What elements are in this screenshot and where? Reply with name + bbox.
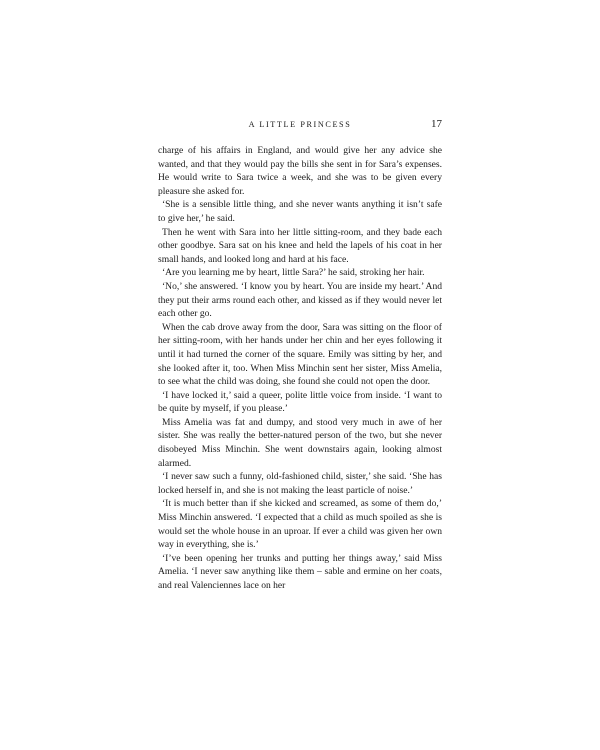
body-text: [158, 144, 442, 593]
paragraph-1: charge of his affairs in England, and would give her any advice she wanted, and that they would pay the bills she sent in for Sara’s expenses. He would write to Sara twice a week, and she was to be given every pleasure she asked for.: [158, 145, 442, 197]
book-page: [158, 120, 442, 593]
page-number: 17: [431, 118, 442, 130]
running-title: A LITTLE PRINCESS: [248, 120, 352, 129]
paragraph-7: ‘I have locked it,’ said a queer, polite little voice from inside. ‘I want to be quite by myself, if you please.’: [158, 389, 442, 415]
paragraph-3: Then he went with Sara into her little sitting-room, and they bade each other goodbye. Sara sat on his knee and held the lapels of his coat in her small hands, and looked long and hard at his face.: [158, 226, 442, 265]
paragraph-10: ‘It is much better than if she kicked and screamed, as some of them do,’ Miss Minchin answered. ‘I expected that a child as much spoiled as she is would set the whole house in an uproar. If ever a child was given her own way in everything, she is.’: [158, 498, 442, 551]
paragraph-5: ‘No,’ she answered. ‘I know you by heart. You are inside my heart.’ And they put their arms round each other, and kissed as if they would never let each other go.: [158, 280, 442, 320]
paragraph-2: ‘She is a sensible little thing, and she never wants anything it isn’t safe to give her,’ he said.: [158, 199, 442, 224]
paragraph-11: ‘I’ve been opening her trunks and putting her things away,’ said Miss Amelia. ‘I never saw anything like them – sable and ermine on her coats, and real Valenciennes lace on her: [158, 552, 442, 591]
paragraph-6: When the cab drove away from the door, Sara was sitting on the floor of her sitting-room, with her hands under her chin and her eyes following it until it had turned the corner of the square. Emily was sitting by her, and she looked after it, too. When Miss Minchin sent her sister, Miss Amelia, to see what the child was doing, she found she could not open the door.: [158, 321, 442, 388]
paragraph-8: Miss Amelia was fat and dumpy, and stood very much in awe of her sister. She was really the better-natured person of the two, but she never disobeyed Miss Minchin. She went downstairs again, looking almost alarmed.: [158, 416, 442, 469]
paragraph-4: ‘Are you learning me by heart, little Sara?’ he said, stroking her hair.: [162, 267, 425, 279]
running-header: [158, 120, 442, 134]
paragraph-9: ‘I never saw such a funny, old-fashioned child, sister,’ she said. ‘She has locked herself in, and she is not making the least particle of noise.’: [158, 471, 442, 496]
